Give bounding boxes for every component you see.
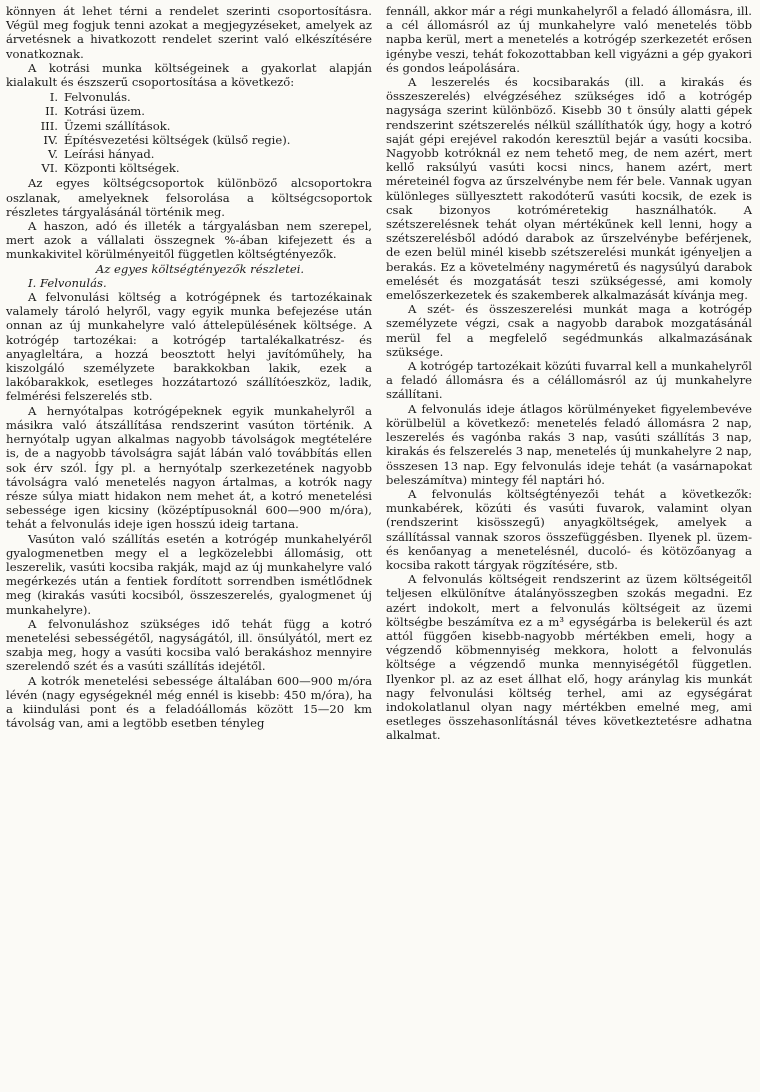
list-text: Felvonulás.	[64, 90, 131, 105]
list-item	[6, 133, 372, 147]
list-number: V.	[47, 147, 58, 162]
list-number: III.	[40, 118, 58, 133]
list-item	[6, 147, 372, 161]
paragraph: Vasúton való szállítás esetén a kotrógép munkahelyéről gyalogmenetben megy el a legközelebbi állomásig, ott leszerelik, vasúti kocsiba rakják, majd az új munkahelyre való megérkezés után a fentiek fordított sorrendben ismétlődnek meg (kirakás vasúti kocsiból, összeszerelés, gyalogmenet új munkahelyre).	[6, 531, 372, 617]
paragraph: A felvonulás költségeit rendszerint az üzem költségeitől teljesen elkülönítve átalányösszegben szokás megadni. Ez azért indokolt, mert a felvonulás költségeit az üzemi költségbe beszámítva ez a m³ egységárba is belekerül és azt attól függően kisebb-nagyobb mértékben emeli, hogy a végzendő köbmennyiség mekkora, holott a felvonulás költsége a végzendő munka mennyiségétől független. Ilyenkor pl. az az eset állhat elő, hogy aránylag kis munkát nagy felvonulási költség terhel, ami az egységárat indokolatlanul olyan nagy mértékben emelné meg, ami esetleges összehasonlításnál téves következtetésre adhatna alkalmat.	[386, 572, 752, 743]
paragraph: A felvonulási költség a kotrógépnek és tartozékainak valamely tároló helyről, vagy egyik munka befejezése után onnan az új munkahelyre való áttelepülésének költsége. A kotrógép tartozékai: a kotrógép tartalékalkatrész- és anyagleltára, a hozzá beosztott helyi javítóműhely, ha kiszolgáló személyzete barakkokban lakik, ezek a lakóbarakkok, esetleges hozzátartozó szállítóeszköz, ladik, felmérési felszerelés stb.	[6, 290, 372, 404]
paragraph: A felvonulás költségtényezői tehát a következők: munkabérek, közúti és vasúti fuvarok, valamint olyan (rendszerint kisösszegű) anyagköltségek, amelyek a szállítással vannak szoros összefüggésben. Ilyenek pl. üzem- és kenőanyag a menetelésnél, ducoló- és kötözőanyag a kocsiba rakott tárgyak rögzítésére, stb.	[386, 486, 752, 572]
section-heading: Az egyes költségtényezők részletei.	[95, 261, 305, 276]
list-number: II.	[45, 104, 58, 119]
list-text: Központi költségek.	[64, 161, 180, 176]
list-text: Leírási hányad.	[64, 147, 155, 162]
paragraph: Az egyes költségcsoportok különböző alcsoportokra oszlanak, amelyeknek felsorolása a költségcsoportok részletes tárgyalásánál történik meg.	[6, 176, 372, 219]
paragraph: A hernyótalpas kotrógépeknek egyik munkahelyről a másikra való átszállítása rendszerint vasúton történik. A hernyótalp ugyan alkalmas nagyobb távolságok megtételére is, de a nagyobb távolságra saját lábán való továbbítás ellen sok érv szól. Így pl. a hernyótalp szerkezetének nagyobb távolságra való menetelés nagyon ártalmas, a kotrók nagy része súlya miatt hidakon nem mehet át, a kotró menetelési sebessége igen kicsiny (középtípusoknál 600—900 m/óra), tehát a felvonulás ideje igen hosszú ideig tartana.	[6, 403, 372, 532]
list-item	[6, 161, 372, 175]
paragraph: A felvonuláshoz szükséges idő tehát függ a kotró menetelési sebességétől, nagyságától, ill. önsúlyától, mert ez szabja meg, hogy a vasúti kocsiba való berakáshoz mennyire szerelendő szét és a vasúti szállítás idejétől.	[6, 616, 372, 674]
left-column	[6, 4, 372, 1092]
list-text: Kotrási üzem.	[64, 104, 145, 119]
paragraph: A haszon, adó és illeték a tárgyalásban nem szerepel, mert azok a vállalati összegnek %-ában kifejezett és a munkakivitel körülményeitől független költségtényezők.	[6, 219, 372, 262]
list-item	[6, 90, 372, 104]
list-item	[6, 104, 372, 118]
cost-group-list	[6, 90, 372, 175]
list-number: VI.	[41, 161, 58, 176]
list-text: Építésvezetési költségek (külső regie).	[64, 132, 291, 147]
paragraph: könnyen át lehet térni a rendelet szerinti csoportosításra. Végül meg fogjuk tenni azokat a megjegyzéseket, amelyek az árvetésnek a hivatkozott rendelet szerint való elkészítésére vonatkoznak.	[6, 4, 372, 61]
subsection-heading: I. Felvonulás.	[28, 275, 107, 290]
list-number: IV.	[43, 132, 58, 147]
paragraph: fennáll, akkor már a régi munkahelyről a feladó állomásra, ill. a cél állomásról az új munkahelyre való menetelés több napba kerül, mert a menetelés a kotrógép szerkezetét erősen igénybe veszi, tehát fokozottabban kell vigyázni a gép gyakori és gondos leápolására.	[386, 4, 752, 75]
list-item	[6, 119, 372, 133]
paragraph: A kotrógép tartozékait közúti fuvarral kell a munkahelyről a feladó állomásra és a célállomásról az új munkahelyre szállítani.	[386, 359, 752, 402]
paragraph: A szét- és összeszerelési munkát maga a kotrógép személyzete végzi, csak a nagyobb darabok mozgatásánál merül fel a megfelelő segédmunkás alkalmazásának szüksége.	[386, 302, 752, 359]
paragraph: A kotrási munka költségeinek a gyakorlat alapján kialakult és észszerű csoportosítása a következő:	[6, 60, 372, 90]
list-text: Üzemi szállítások.	[64, 118, 171, 133]
paragraph: A felvonulás ideje átlagos körülményeket figyelembevéve körülbelül a következő: menetelés feladó állomásra 2 nap, leszerelés és vagónba rakás 3 nap, vasúti szállítás 3 nap, kirakás és felszerelés 3 nap, menetelés új munkahelyre 2 nap, összesen 13 nap. Egy felvonulás ideje tehát (a vasárnapokat beleszámítva) mintegy fél naptári hó.	[386, 401, 752, 487]
list-number: I.	[49, 90, 58, 105]
paragraph: A leszerelés és kocsibarakás (ill. a kirakás és összeszerelés) elvégzéséhez szükséges idő a kotrógép nagysága szerint különböző. Kisebb 30 t önsúly alatti gépek rendszerint szétszerelés nélkül szállíthatók úgy, hogy a kotró saját gépi erejével rakodón keresztül bejár a vasúti kocsiba. Nagyobb kotróknál ez nem tehető meg, de nem azért, mert kellő raksúlyú vasúti kocsi nincs, hanem azért, mert méreteinél fogva az űrszelvénybe nem fér bele. Vannak ugyan különleges süllyesztett rakodóterű vasúti kocsik, de ezek is csak bizonyos kotróméretekig használhatók. A szétszerelésnek tehát olyan mértékűnek kell lenni, hogy a szétszerelésből adódó darabok az űrszelvénybe beférjenek, de ezen belül minél kisebb szétszerelési munkát igényeljen a berakás. Ez a követelmény nagyméretű és nagysúlyú darabok emelését és mozgatását teszi szükségessé, ami komoly emelőszerkezetek és szakemberek alkalmazását kívánja meg.	[386, 75, 752, 303]
paragraph: A kotrók menetelési sebessége általában 600—900 m/óra lévén (nagy egységeknél még ennél is kisebb: 450 m/óra), ha a kiindulási pont és a feladóállomás között 15—20 km távolság van, ami a legtöbb esetben tényleg	[6, 673, 372, 731]
right-column	[386, 4, 752, 1092]
